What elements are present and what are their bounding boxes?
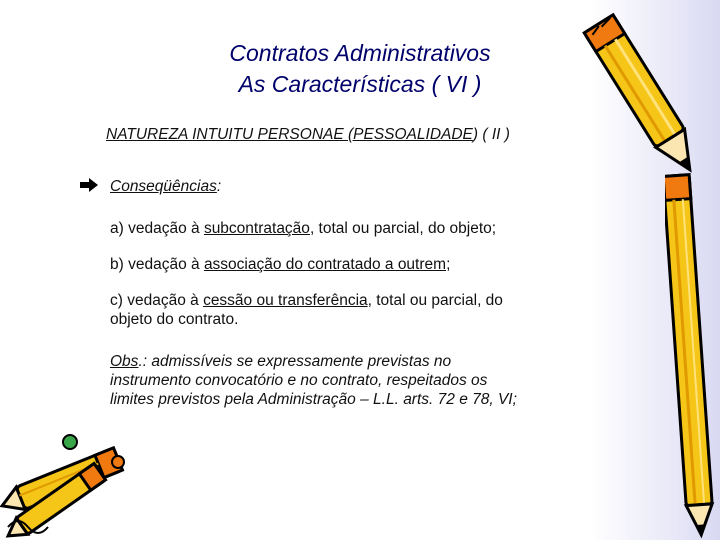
obs-line-2: instrumento convocatório e no contrato, respeitados os bbox=[110, 372, 488, 389]
obs-line-1: .: admissíveis se expressamente previstas no bbox=[138, 353, 452, 370]
item-c-line-2: objeto do contrato. bbox=[110, 311, 239, 328]
list-item-c bbox=[110, 291, 503, 329]
item-b-underlined: associação do contratado a outrem bbox=[203, 256, 447, 273]
subtitle-underlined: NATUREZA INTUITU PERSONAE (PESSOALIDADE bbox=[106, 126, 473, 143]
section-subtitle bbox=[106, 126, 510, 144]
item-a-prefix: a) vedação à bbox=[110, 220, 204, 237]
obs-line-3: limites previstos pela Administração – L.L. arts. 72 e 78, VI; bbox=[110, 391, 517, 408]
subtitle-rest: ) ( II ) bbox=[472, 126, 510, 143]
right-arrow-icon bbox=[80, 178, 98, 192]
item-a-underlined: subcontratação bbox=[203, 220, 310, 237]
title-line-1: Contratos Administrativos bbox=[229, 40, 491, 66]
consequencias-colon: : bbox=[216, 178, 222, 195]
slide-title bbox=[120, 38, 600, 100]
obs-label: Obs bbox=[110, 353, 139, 370]
item-c-prefix: c) vedação à bbox=[110, 292, 204, 309]
consequencias-heading bbox=[110, 177, 221, 196]
item-c-underlined: cessão ou transferência bbox=[203, 292, 368, 309]
item-c-suffix: , total ou parcial, do bbox=[367, 292, 503, 309]
obs-paragraph bbox=[110, 352, 517, 409]
item-a-suffix: , total ou parcial, do objeto; bbox=[309, 220, 497, 237]
list-item-a bbox=[110, 219, 496, 238]
pencils-icon bbox=[0, 432, 140, 540]
title-line-2: As Características ( VI ) bbox=[238, 71, 482, 97]
consequencias-label: Conseqüências bbox=[110, 178, 217, 195]
item-b-prefix: b) vedação à bbox=[110, 256, 204, 273]
pencil-icon bbox=[665, 155, 715, 540]
list-item-b bbox=[110, 255, 450, 274]
item-b-suffix: ; bbox=[446, 256, 451, 273]
